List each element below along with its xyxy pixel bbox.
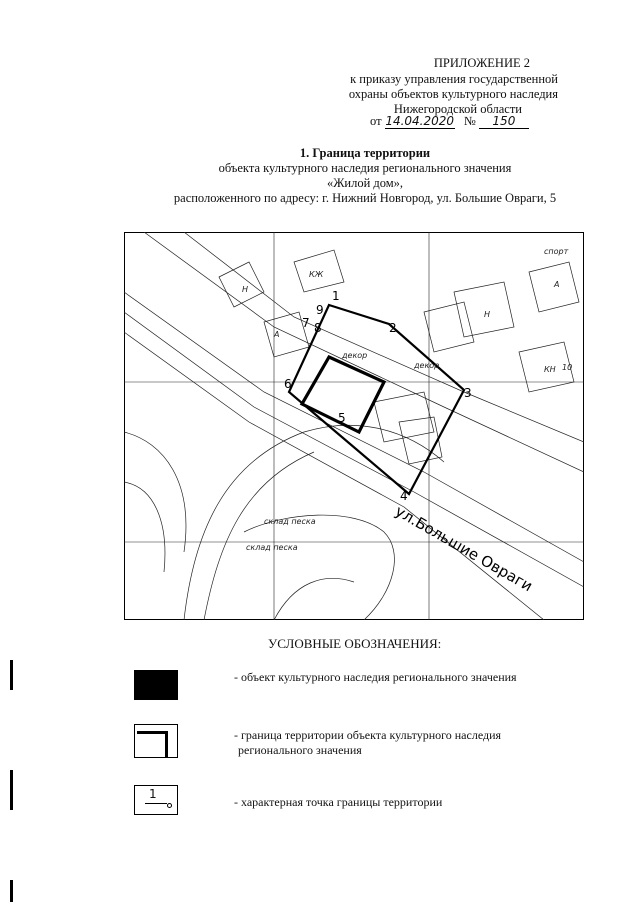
map-label: декор <box>342 351 368 360</box>
building-label: КЖ <box>309 270 324 279</box>
legend-item-point: - характерная точка границы территории <box>234 795 443 809</box>
scan-mark <box>10 660 13 690</box>
number-prefix: № <box>463 114 476 128</box>
title-line-3: «Жилой дом», <box>326 176 404 190</box>
building-label: А <box>274 330 280 339</box>
title-heading: 1. Граница территории <box>299 146 431 160</box>
cadastral-map <box>124 232 584 620</box>
title-line-2: объекта культурного наследия регионального значения <box>218 161 512 175</box>
legend-item-heritage: - объект культурного наследия регионального значения <box>234 670 517 684</box>
order-line-2: охраны объектов культурного наследия <box>348 87 558 101</box>
order-date-number <box>370 114 529 129</box>
point-label: 9 <box>316 303 324 317</box>
order-line-1: к приказу управления государственной <box>350 72 558 86</box>
order-line-3: Нижегородской области <box>393 102 522 116</box>
legend-symbol-heritage <box>134 670 178 700</box>
point-label: 2 <box>389 321 397 335</box>
building-label: КН <box>544 365 556 374</box>
scan-mark <box>10 880 13 902</box>
legend-symbol-point <box>134 785 178 815</box>
street-label: ул.Большие Овраги <box>392 501 536 596</box>
building-label: А <box>554 280 560 289</box>
map-label: декор <box>414 361 440 370</box>
point-label: 6 <box>284 377 292 391</box>
building-label: Н <box>484 310 491 319</box>
title-line-4: расположенного по адресу: г. Нижний Новгород, ул. Большие Овраги, 5 <box>173 191 557 205</box>
scan-mark <box>10 770 13 810</box>
point-label: 1 <box>332 289 340 303</box>
map-label: склад песка <box>246 543 298 552</box>
legend-title: УСЛОВНЫЕ ОБОЗНАЧЕНИЯ: <box>268 636 442 651</box>
date-value: 14.04.2020 <box>385 114 455 128</box>
appendix-label: ПРИЛОЖЕНИЕ 2 <box>433 56 530 70</box>
point-label: 5 <box>338 411 346 425</box>
map-label: спорт <box>544 247 569 256</box>
number-value: 150 <box>479 114 529 129</box>
point-label: 8 <box>314 321 322 335</box>
legend-symbol-boundary <box>134 724 178 758</box>
map-label: 10 <box>562 363 573 372</box>
legend-item-boundary-2: регионального значения <box>238 743 362 757</box>
building-label: Н <box>242 285 249 294</box>
legend-item-boundary-1: - граница территории объекта культурного наследия <box>234 728 502 742</box>
date-prefix: от <box>370 114 382 128</box>
legend-point-number: 1 <box>149 787 157 801</box>
point-label: 4 <box>400 489 408 503</box>
point-label: 7 <box>302 316 310 330</box>
map-label: склад песка <box>264 517 316 526</box>
point-label: 3 <box>464 386 472 400</box>
